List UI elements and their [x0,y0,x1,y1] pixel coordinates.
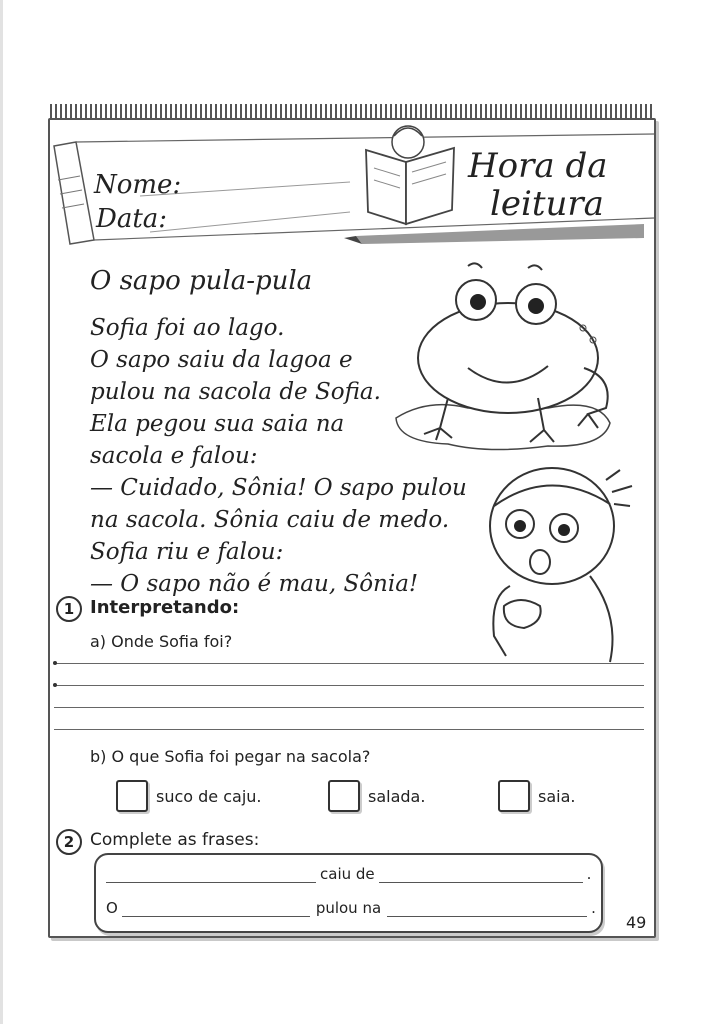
blank-field[interactable] [379,866,583,883]
sentence-2-start: O [106,899,118,917]
checkbox[interactable] [116,780,148,812]
story-line: sacola e falou: [90,443,258,469]
story-line: na sacola. Sônia caiu de medo. [90,507,450,533]
story-line: Sofia riu e falou: [90,539,284,565]
option-label: suco de caju. [156,786,262,806]
option-suco[interactable] [116,780,262,812]
answer-line [54,685,644,686]
banner-title-line2: leitura [490,184,604,224]
option-label: saia. [538,786,576,806]
story-title: O sapo pula-pula [90,266,313,296]
exercise-2-title: Complete as frases: [90,830,260,850]
checkbox[interactable] [328,780,360,812]
answer-lines[interactable] [54,663,644,731]
banner-title-line1: Hora da [468,146,608,186]
story-line: pulou na sacola de Sofia. [90,379,381,405]
sentence-1-end: . [586,865,592,883]
sentence-2-end: . [591,899,596,917]
exercise-1-number: 1 [56,596,82,622]
blank-field[interactable] [122,900,310,917]
story-line: — Cuidado, Sônia! O sapo pulou [90,475,467,501]
sentence-1 [106,865,591,883]
worksheet-header [50,120,654,250]
girl-illustration [480,466,650,666]
sentence-2-mid: pulou na [315,899,382,917]
question-a: a) Onde Sofia foi? [90,632,233,651]
story-line: O sapo saiu da lagoa e [90,347,353,373]
date-label: Data: [96,204,168,234]
answer-line [54,729,644,730]
story-line: — O sapo não é mau, Sônia! [90,571,419,597]
worksheet-page [48,118,656,938]
checkbox[interactable] [498,780,530,812]
sentence-1-mid: caiu de [320,865,375,883]
name-label: Nome: [94,170,182,200]
option-label: salada. [368,786,426,806]
sentence-2 [106,899,596,917]
frog-illustration [388,258,618,458]
answer-line [54,663,644,664]
exercise-2-number: 2 [56,829,82,855]
page-number: 49 [626,913,647,932]
option-salada[interactable] [328,780,425,812]
blank-field[interactable] [387,900,587,917]
scan-edge [0,0,3,1024]
story-line: Sofia foi ao lago. [90,315,285,341]
question-b: b) O que Sofia foi pegar na sacola? [90,747,371,766]
line-dot [53,661,57,665]
blank-field[interactable] [106,866,316,883]
story-line: Ela pegou sua saia na [90,411,345,437]
option-saia[interactable] [498,780,575,812]
exercise-1-title: Interpretando: [90,597,240,618]
line-dot [53,683,57,687]
fill-in-box [94,853,603,933]
answer-line [54,707,644,708]
